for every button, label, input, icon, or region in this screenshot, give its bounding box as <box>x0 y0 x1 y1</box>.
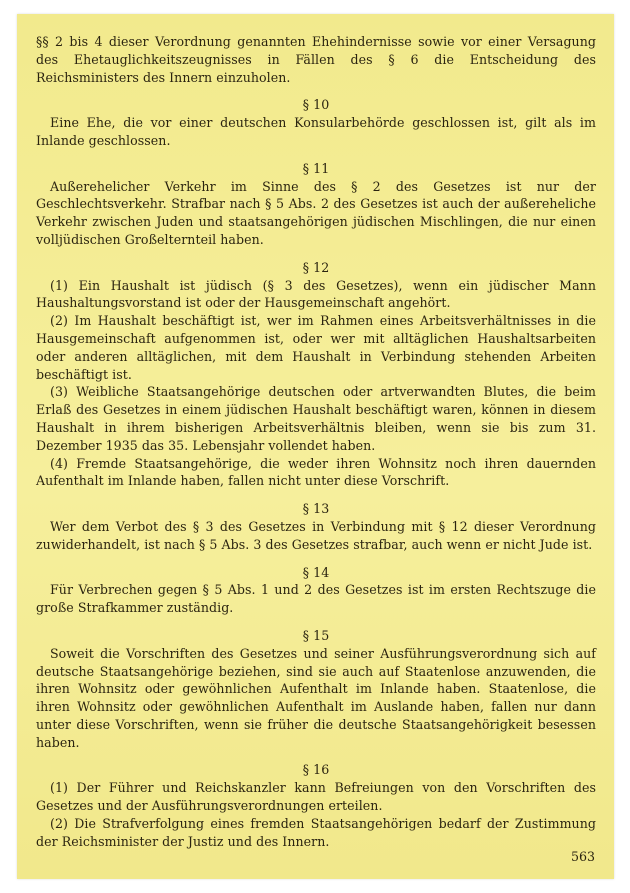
section-15-paragraph: Soweit die Vorschriften des Gesetzes und seiner Ausführungsverordnung sich auf deutsche Staatsangehörige beziehen, sind sie auch auf Staatenlose anzuwenden, die ihren Wohnsitz oder gewöhnlichen Aufenthalt im Inlande haben. Staatenlose, die ihren Wohnsitz oder gewöhnlichen Aufenthalt im Auslande haben, fallen nur dann unter diese Vorschriften, wenn sie früher die deutsche Staatsangehörigkeit besessen haben. <box>36 645 596 750</box>
section-heading-12: § 12 <box>302 259 330 275</box>
section-13-paragraph: Wer dem Verbot des § 3 des Gesetzes in Verbindung mit § 12 dieser Verordnung zuwiderhandelt, ist nach § 5 Abs. 3 des Gesetzes strafbar, auch wenn er nicht Jude ist. <box>36 518 596 552</box>
page-number: 563 <box>570 849 595 864</box>
section-heading-10: § 10 <box>302 97 330 113</box>
section-heading-14: § 14 <box>302 564 330 580</box>
section-16-paragraph-1: (1) Der Führer und Reichskanzler kann Befreiungen von den Vorschriften des Gesetzes und der Ausführungsverordnungen erteilen. <box>36 780 596 814</box>
section-16-paragraph-2: (2) Die Strafverfolgung eines fremden Staatsangehörigen bedarf der Zustimmung der Reichsminister der Justiz und des Innern. <box>36 815 596 849</box>
section-14-paragraph: Für Verbrechen gegen § 5 Abs. 1 und 2 des Gesetzes ist im ersten Rechtszuge die große Strafkammer zuständig. <box>36 582 596 616</box>
section-12-paragraph-1: (1) Ein Haushalt ist jüdisch (§ 3 des Gesetzes), wenn ein jüdischer Mann Haushaltungsvorstand ist oder der Hausgemeinschaft angehört. <box>36 277 596 311</box>
section-11-paragraph: Außerehelicher Verkehr im Sinne des § 2 des Gesetzes ist nur der Geschlechtsverkehr. Strafbar nach § 5 Abs. 2 des Gesetzes ist auch der außereheliche Verkehr zwischen Juden und staatsangehörigen jüdischen Mischlingen, die nur einen volljüdischen Großelternteil haben. <box>36 178 596 247</box>
document-page <box>17 14 614 879</box>
section-12-paragraph-3: (3) Weibliche Staatsangehörige deutschen oder artverwandten Blutes, die beim Erlaß des Gesetzes in einem jüdischen Haushalt beschäftigt waren, können in diesem Haushalt in ihrem bisherigen Arbeitsverhältnis bleiben, wenn sie bis zum 31. Dezember 1935 das 35. Lebensjahr vollendet haben. <box>36 384 596 453</box>
section-12-paragraph-2: (2) Im Haushalt beschäftigt ist, wer im Rahmen eines Arbeitsverhältnisses in die Hausgemeinschaft aufgenommen ist, oder wer mit alltäglichen Haushaltsarbeiten oder anderen alltäglichen, mit dem Haushalt in Verbindung stehenden Arbeiten beschäftigt ist. <box>36 313 596 382</box>
intro-paragraph: §§ 2 bis 4 dieser Verordnung genannten Ehehindernisse sowie vor einer Versagung des Ehetauglichkeitszeugnisses in Fällen des § 6 die Entscheidung des Reichsministers des Innern einzuholen. <box>36 34 596 85</box>
section-heading-11: § 11 <box>302 160 330 176</box>
section-10-paragraph: Eine Ehe, die vor einer deutschen Konsularbehörde geschlossen ist, gilt als im Inlande geschlossen. <box>36 115 596 148</box>
section-12-paragraph-4: (4) Fremde Staatsangehörige, die weder ihren Wohnsitz noch ihren dauernden Aufenthalt im Inlande haben, fallen nicht unter diese Vorschrift. <box>36 455 596 489</box>
section-heading-15: § 15 <box>302 627 330 643</box>
section-heading-13: § 13 <box>302 501 330 517</box>
section-heading-16: § 16 <box>302 762 330 778</box>
page-body <box>36 33 596 850</box>
